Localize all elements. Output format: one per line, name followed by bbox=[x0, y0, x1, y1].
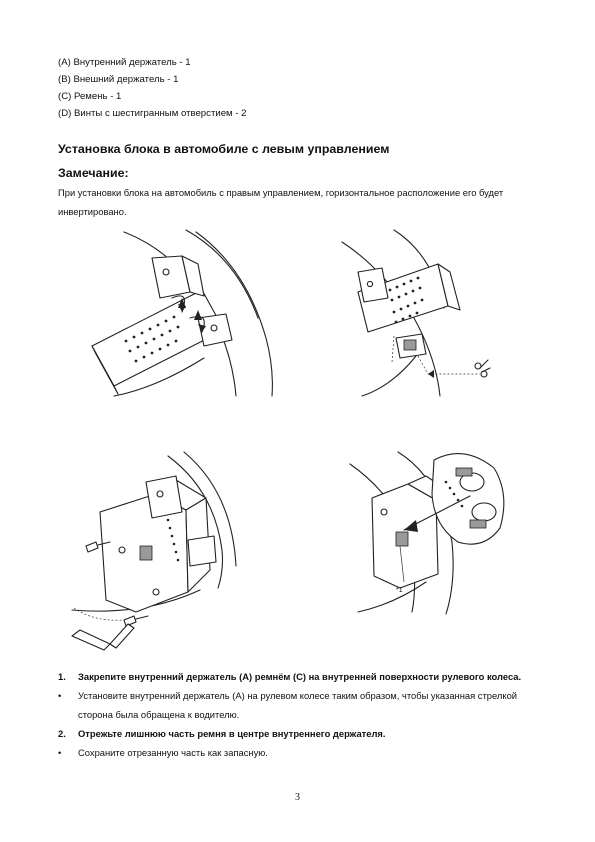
scissors-icon bbox=[475, 360, 490, 377]
figure-mount-device bbox=[334, 442, 514, 622]
part-item-a: (A) Внутренний держатель - 1 bbox=[58, 57, 191, 68]
note-title: Замечание: bbox=[58, 166, 129, 180]
steps-list bbox=[58, 667, 538, 762]
parts-list bbox=[58, 54, 246, 122]
callout-label: *1 bbox=[396, 587, 403, 594]
step-text: Отрежьте лишнюю часть ремня в центре внутреннего держателя. bbox=[78, 728, 386, 739]
page-number: 3 bbox=[295, 792, 300, 803]
figure-holder-strap bbox=[86, 228, 276, 398]
note-text: При установки блока на автомобиль с правым управлением, горизонтальное расположение его будет инвертировано. bbox=[58, 187, 504, 217]
part-item-b: (B) Внешний держатель - 1 bbox=[58, 74, 179, 85]
hex-key-icon bbox=[72, 624, 134, 650]
step-2-note bbox=[58, 743, 538, 762]
step-1 bbox=[58, 667, 538, 686]
step-text: Закрепите внутренний держатель (A) ремнём (C) на внутренней поверхности рулевого колеса. bbox=[78, 671, 522, 682]
figure-cut-strap bbox=[332, 228, 502, 398]
figure-attach-outer-holder bbox=[64, 450, 254, 655]
holder-strap-illustration bbox=[86, 228, 276, 398]
part-item-d: (D) Винты с шестигранным отверстием - 2 bbox=[58, 108, 247, 119]
step-text: Сохраните отрезанную часть как запасную. bbox=[78, 747, 268, 758]
section-heading: Установка блока в автомобиле с левым управлением bbox=[58, 142, 390, 156]
mount-device-illustration bbox=[334, 442, 514, 622]
step-text: Установите внутренний держатель (A) на рулевом колесе таким образом, чтобы указанная стрелкой сторона была обращена к водителю. bbox=[78, 690, 518, 720]
step-2 bbox=[58, 724, 538, 743]
bullet-marker: • bbox=[58, 690, 62, 701]
step-marker: 1. bbox=[58, 671, 66, 682]
bullet-marker: • bbox=[58, 747, 62, 758]
outer-holder-illustration bbox=[64, 450, 254, 655]
part-item-c: (C) Ремень - 1 bbox=[58, 91, 122, 102]
step-marker: 2. bbox=[58, 728, 66, 739]
step-1-note bbox=[58, 686, 538, 724]
cut-strap-illustration bbox=[332, 228, 502, 398]
